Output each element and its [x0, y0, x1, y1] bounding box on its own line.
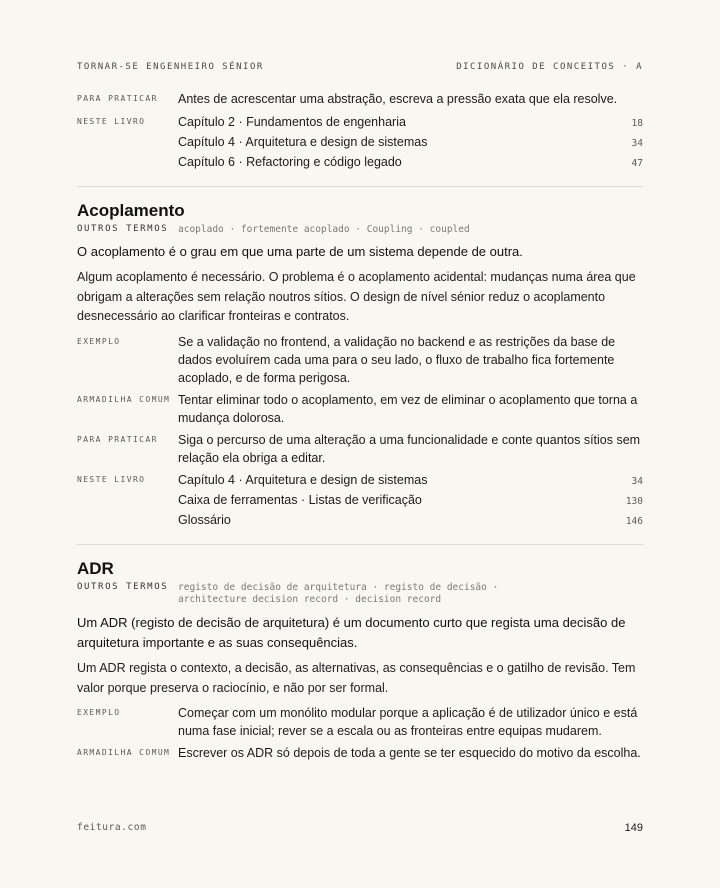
definition: Um ADR (registo de decisão de arquitetura) é um documento curto que regista uma decisão de arquitetura importante e as suas consequências. — [77, 615, 626, 650]
reference-page: 146 — [625, 516, 643, 527]
footer-site[interactable]: feitura.com — [77, 822, 147, 833]
other-terms — [77, 224, 643, 236]
book-reference[interactable] — [178, 491, 643, 511]
reference-title: Capítulo 2 · Fundamentos de engenharia — [178, 115, 406, 129]
dictionary-page — [77, 0, 643, 888]
pitfall-label: ARMADILHA COMUM — [77, 395, 171, 404]
book-reference[interactable] — [178, 113, 643, 133]
book-reference[interactable] — [178, 471, 643, 491]
entry-term-acoplamento: Acoplamento — [77, 201, 185, 220]
practice-label: PARA PRATICAR — [77, 94, 158, 103]
pitfall-label: ARMADILHA COMUM — [77, 748, 171, 757]
reference-page: 34 — [631, 138, 643, 149]
reference-page: 18 — [631, 118, 643, 129]
example-text: Começar com um monólito modular porque a aplicação é de utilizador único e está numa fase inicial; rever se a escala ou as fronteiras entre equipas mudarem. — [178, 706, 638, 738]
pitfall-row — [77, 391, 643, 427]
reference-page: 34 — [631, 476, 643, 487]
pitfall-row — [77, 744, 643, 762]
other-terms-line: architecture decision record · decision record — [178, 594, 442, 605]
book-reference[interactable] — [178, 133, 643, 153]
practice-text: Antes de acrescentar uma abstração, escreva a pressão exata que ela resolve. — [178, 92, 618, 106]
entry-divider — [77, 186, 643, 187]
in-book-label: NESTE LIVRO — [77, 117, 146, 126]
book-reference[interactable] — [178, 153, 643, 173]
page-number: 149 — [624, 822, 643, 834]
explanation: Algum acoplamento é necessário. O problema é o acoplamento acidental: mudanças numa área que obrigam a alterações sem relação noutros sítios. O design de nível sénior reduz o acoplamento desnecessário ao clarificar fronteiras e contratos. — [77, 270, 636, 323]
other-terms — [77, 582, 643, 606]
reference-page: 47 — [631, 158, 643, 169]
reference-title: Capítulo 4 · Arquitetura e design de sistemas — [178, 135, 428, 149]
definition: O acoplamento é o grau em que uma parte de um sistema depende de outra. — [77, 244, 523, 259]
example-row — [77, 704, 643, 740]
pitfall-text: Tentar eliminar todo o acoplamento, em vez de eliminar o acoplamento que torna a mudança dolorosa. — [178, 393, 638, 425]
example-label: EXEMPLO — [77, 708, 121, 717]
example-label: EXEMPLO — [77, 337, 121, 346]
in-book-label: NESTE LIVRO — [77, 475, 146, 484]
other-terms-values: acoplado · fortemente acoplado · Coupling · coupled — [178, 224, 470, 235]
running-header — [77, 62, 643, 72]
reference-title: Capítulo 6 · Refactoring e código legado — [178, 155, 402, 169]
entry-divider — [77, 544, 643, 545]
reference-title: Capítulo 4 · Arquitetura e design de sistemas — [178, 473, 428, 487]
example-text: Se a validação no frontend, a validação no backend e as restrições da base de dados evoluírem cada uma para o seu lado, o fluxo de trabalho fica fortemente acoplado, e de forma perigosa. — [178, 335, 616, 385]
reference-title: Glossário — [178, 513, 231, 527]
book-title: TORNAR-SE ENGENHEIRO SÉNIOR — [77, 62, 264, 72]
other-terms-line: registo de decisão de arquitetura · registo de decisão · — [178, 582, 499, 593]
section-title: DICIONÁRIO DE CONCEITOS · A — [456, 62, 643, 72]
example-row — [77, 333, 643, 387]
pitfall-text: Escrever os ADR só depois de toda a gente se ter esquecido do motivo da escolha. — [178, 746, 641, 760]
practice-row — [77, 431, 643, 467]
other-terms-label: OUTROS TERMOS — [77, 582, 169, 592]
entry-term-adr: ADR — [77, 559, 114, 578]
other-terms-values — [178, 582, 643, 606]
practice-text: Siga o percurso de uma alteração a uma funcionalidade e conte quantos sítios sem relação ela obriga a editar. — [178, 433, 641, 465]
book-reference[interactable] — [178, 511, 643, 531]
reference-page: 130 — [625, 496, 643, 507]
explanation: Um ADR regista o contexto, a decisão, as alternativas, as consequências e o gatilho de revisão. Tem valor porque preserva o raciocínio, e não por ser formal. — [77, 661, 636, 695]
other-terms-label: OUTROS TERMOS — [77, 224, 169, 234]
reference-title: Caixa de ferramentas · Listas de verificação — [178, 493, 422, 507]
practice-label: PARA PRATICAR — [77, 435, 158, 444]
prev-practice-row — [77, 90, 643, 108]
page-footer — [77, 822, 643, 834]
